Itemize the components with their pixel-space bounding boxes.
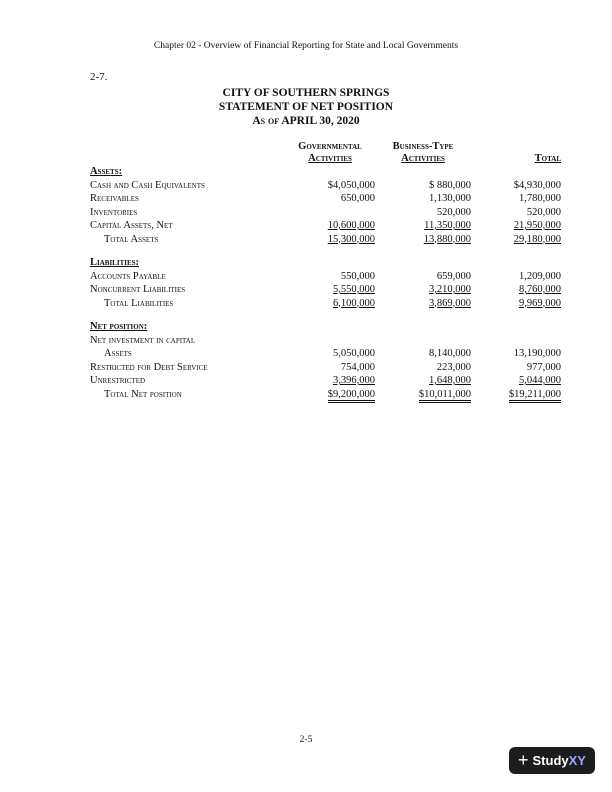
total-row: Total Liabilities 6,100,000 3,869,000 9,969,000 xyxy=(104,297,561,309)
section-assets-heading: Assets: xyxy=(90,166,123,177)
col-governmental-header: Governmental Activities xyxy=(298,141,362,164)
table-row: Restricted for Debt Service 754,000 223,000 977,000 xyxy=(90,361,561,373)
table-row: Cash and Cash Equivalents $4,050,000 $ 880,000 $4,930,000 xyxy=(90,179,561,191)
brand-logo: StudyXY xyxy=(532,753,586,768)
table-row: Net investment in capital xyxy=(90,334,196,346)
section-net-position-heading: Net position: xyxy=(90,321,148,332)
statement-table xyxy=(90,141,561,401)
statement-date: As of APRIL 30, 2020 xyxy=(252,115,360,127)
table-row: Assets 5,050,000 8,140,000 13,190,000 xyxy=(104,348,561,359)
studyxy-badge[interactable] xyxy=(509,747,595,774)
table-row: Receivables 650,000 1,130,000 1,780,000 xyxy=(90,193,561,204)
section-liabilities-heading: Liabilities: xyxy=(90,257,140,268)
entity-name: CITY OF SOUTHERN SPRINGS xyxy=(222,87,390,99)
col-business-type-header: Business-Type Activities xyxy=(392,141,454,164)
plus-icon: + xyxy=(518,749,529,770)
table-row: Noncurrent Liabilities 5,550,000 3,210,000 8,760,000 xyxy=(90,284,561,295)
table-row: Accounts Payable 550,000 659,000 1,209,000 xyxy=(90,270,561,282)
total-row: Total Assets 15,300,000 13,880,000 29,180,000 xyxy=(104,233,561,245)
column-header-row xyxy=(90,141,561,165)
table-row: Unrestricted 3,396,000 1,648,000 5,044,000 xyxy=(90,375,561,386)
table-row: Inventories 520,000 520,000 xyxy=(90,206,561,218)
problem-number: 2-7. xyxy=(90,71,108,83)
page-header: Chapter 02 - Overview of Financial Reporting for State and Local Governments xyxy=(153,41,459,51)
col-total-header: Total xyxy=(534,153,561,164)
table-row: Capital Assets, Net 10,600,000 11,350,000 21,950,000 xyxy=(90,220,561,231)
statement-name: STATEMENT OF NET POSITION xyxy=(218,101,394,113)
page-number: 2-5 xyxy=(299,735,313,745)
total-row: Total Net position $9,200,000 $10,011,000 $19,211,000 xyxy=(90,388,561,402)
statement-title xyxy=(0,86,612,128)
